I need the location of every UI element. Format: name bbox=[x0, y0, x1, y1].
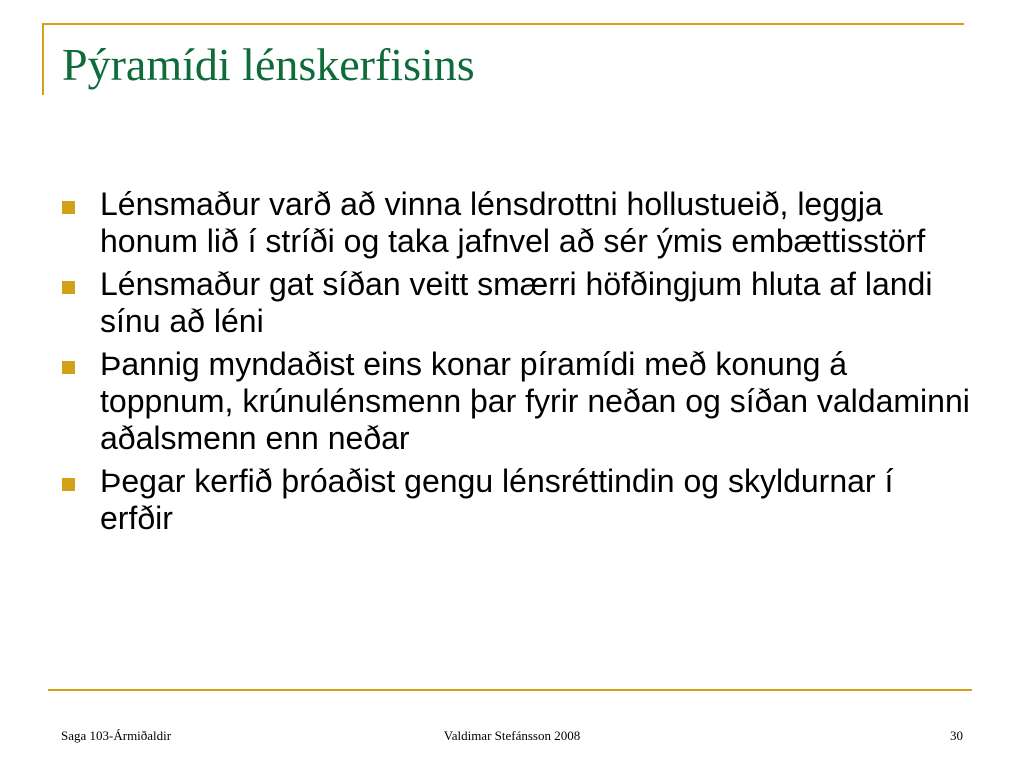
bullet-text: Lénsmaður varð að vinna lénsdrottni hollustueið, leggja honum lið í stríði og taka jafnvel að sér ýmis embættisstörf bbox=[100, 186, 926, 259]
square-bullet-icon bbox=[62, 201, 75, 214]
square-bullet-icon bbox=[62, 361, 75, 374]
bullet-item bbox=[62, 266, 972, 340]
page-number: 30 bbox=[950, 728, 963, 743]
left-frame-rule bbox=[42, 23, 44, 95]
square-bullet-icon bbox=[62, 478, 75, 491]
footer-course: Saga 103-Ármiðaldir bbox=[61, 728, 172, 743]
bullet-item bbox=[62, 186, 972, 260]
footer-author: Valdimar Stefánsson 2008 bbox=[443, 728, 581, 743]
bullet-text: Lénsmaður gat síðan veitt smærri höfðingjum hluta af landi sínu að léni bbox=[100, 266, 933, 339]
bullet-item bbox=[62, 463, 972, 537]
footer-divider bbox=[48, 689, 972, 691]
square-bullet-icon bbox=[62, 281, 75, 294]
bullet-text: Þannig myndaðist eins konar píramídi með konung á toppnum, krúnulénsmenn þar fyrir neðan og síðan valdaminni aðalsmenn enn neðar bbox=[100, 346, 970, 456]
top-frame-rule bbox=[42, 23, 964, 25]
bullet-text: Þegar kerfið þróaðist gengu lénsréttindin og skyldurnar í erfðir bbox=[100, 463, 894, 536]
bullet-list bbox=[62, 186, 972, 543]
slide-title: Pýramídi lénskerfisins bbox=[62, 39, 475, 90]
bullet-item bbox=[62, 346, 972, 457]
